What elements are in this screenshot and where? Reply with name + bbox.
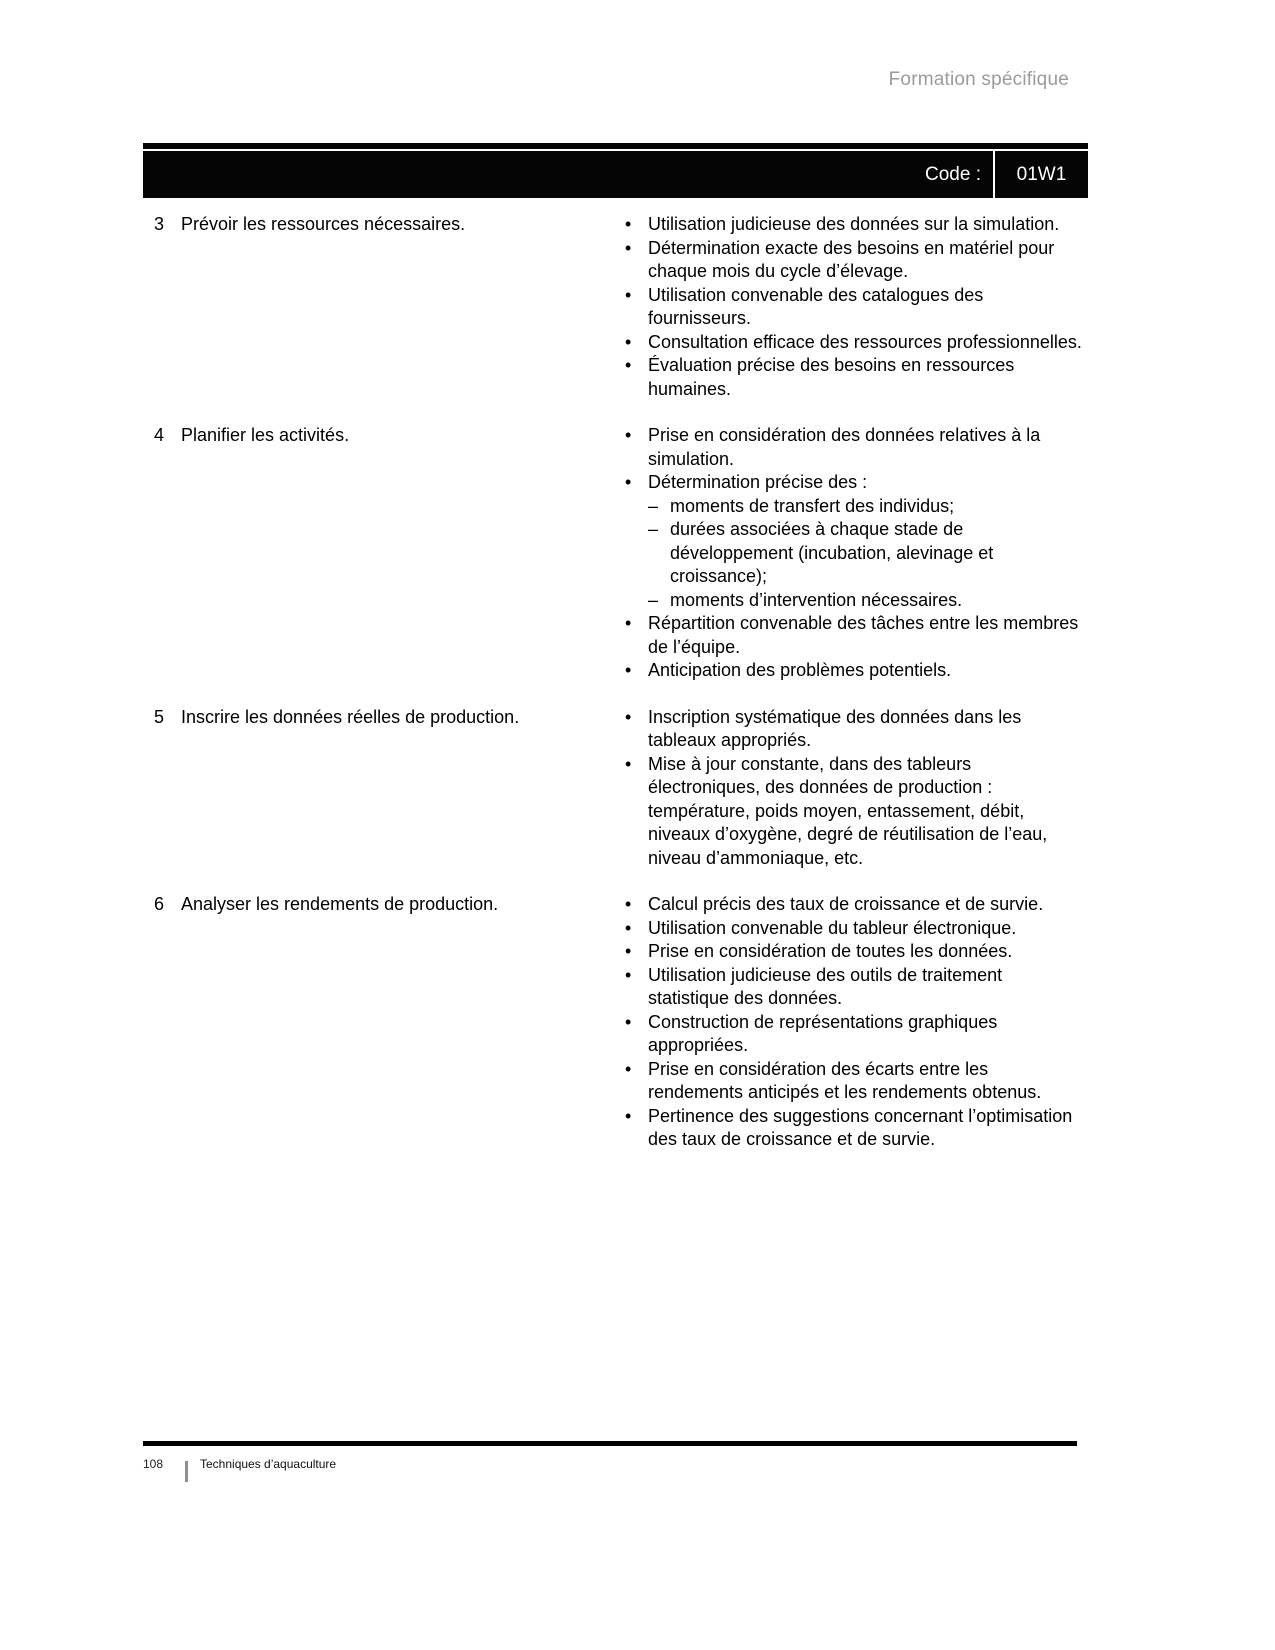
objective-title: Planifier les activités. [181, 425, 350, 445]
footer-divider [185, 1461, 188, 1482]
criterion-text: Détermination précise des : [648, 472, 868, 492]
criterion-text: Prise en considération des données relatives à la simulation. [648, 425, 1041, 469]
objective-row [143, 893, 1088, 1152]
bullet-marker: • [625, 1058, 632, 1079]
criterion-item [625, 706, 1088, 753]
objective-row [143, 213, 1088, 401]
criteria-list [625, 213, 1088, 401]
bullet-marker: • [625, 706, 632, 727]
bullet-marker: • [625, 425, 632, 445]
objective-title: Inscrire les données réelles de production. [181, 706, 520, 727]
criterion-text: durées associées à chaque stade de développement (incubation, alevinage et croissance); [670, 519, 994, 586]
footer [143, 1456, 336, 1482]
objective-number: 6 [154, 894, 165, 914]
objective-row [143, 706, 1088, 871]
criterion-subitem [625, 518, 1088, 589]
criterion-item [625, 1058, 1088, 1105]
criterion-text: Utilisation judicieuse des données sur la simulation. [648, 214, 1060, 234]
code-value: 01W1 [1016, 163, 1067, 185]
objective [143, 706, 625, 730]
objective-number: 3 [154, 214, 165, 234]
criterion-item [625, 331, 1088, 355]
criterion-item [625, 354, 1088, 401]
criterion-item [625, 213, 1088, 237]
criterion-item [625, 424, 1088, 471]
bullet-marker: • [625, 613, 632, 633]
code-cells [925, 151, 1088, 198]
objective [143, 424, 625, 448]
bullet-marker: • [625, 355, 632, 375]
criterion-item [625, 471, 1088, 495]
dash-marker: – [648, 589, 659, 610]
bullet-marker: • [625, 214, 632, 234]
criterion-item [625, 284, 1088, 331]
criterion-text: Utilisation convenable des catalogues des fournisseurs. [648, 284, 984, 328]
criterion-text: moments de transfert des individus; [670, 495, 955, 516]
dash-marker: – [648, 495, 659, 516]
criterion-text: Évaluation précise des besoins en ressources humaines. [648, 355, 1015, 399]
criterion-text: Utilisation judicieuse des outils de traitement statistique des données. [648, 964, 1003, 1008]
bullet-marker: • [625, 472, 632, 492]
criteria-list [625, 424, 1088, 683]
footer-document-title: Techniques d’aquaculture [200, 1457, 337, 1471]
content-rows [143, 213, 1088, 1175]
bullet-marker: • [625, 753, 632, 774]
criterion-item [625, 1011, 1088, 1058]
footer-rule [143, 1441, 1077, 1446]
objective-number: 5 [154, 706, 165, 727]
criterion-item [625, 964, 1088, 1011]
criterion-item [625, 659, 1088, 683]
objective-number: 4 [154, 425, 165, 445]
objective-row [143, 424, 1088, 683]
criterion-text: Pertinence des suggestions concernant l’optimisation des taux de croissance et de survie. [648, 1105, 1073, 1149]
criterion-item [625, 1105, 1088, 1152]
dash-marker: – [648, 519, 659, 539]
criterion-item [625, 612, 1088, 659]
bullet-marker: • [625, 237, 632, 258]
objective [143, 213, 625, 237]
criterion-item [625, 917, 1088, 941]
bullet-marker: • [625, 894, 632, 914]
criterion-text: Répartition convenable des tâches entre les membres de l’équipe. [648, 613, 1079, 657]
criterion-text: Utilisation convenable du tableur électronique. [648, 917, 1017, 938]
bullet-marker: • [625, 917, 632, 938]
bullet-marker: • [625, 1105, 632, 1126]
criterion-text: Consultation efficace des ressources professionnelles. [648, 331, 1082, 352]
bullet-marker: • [625, 284, 632, 305]
objective [143, 893, 625, 917]
criterion-text: Anticipation des problèmes potentiels. [648, 660, 952, 680]
criterion-item [625, 753, 1088, 871]
criterion-text: Construction de représentations graphiques appropriées. [648, 1011, 998, 1055]
bullet-marker: • [625, 660, 632, 680]
objective-title: Prévoir les ressources nécessaires. [181, 214, 466, 234]
criterion-subitem [625, 589, 1088, 613]
code-bar [143, 143, 1088, 198]
code-label: Code : [925, 163, 981, 185]
criterion-text: Prise en considération des écarts entre les rendements anticipés et les rendements obtenus. [648, 1058, 1042, 1102]
criterion-item [625, 893, 1088, 917]
criteria-list [625, 893, 1088, 1152]
criterion-text: moments d’intervention nécessaires. [670, 589, 963, 610]
criterion-subitem [625, 495, 1088, 519]
criterion-item [625, 237, 1088, 284]
bullet-marker: • [625, 941, 632, 961]
criterion-item [625, 940, 1088, 964]
objective-title: Analyser les rendements de production. [181, 894, 499, 914]
criterion-text: Inscription systématique des données dans les tableaux appropriés. [648, 706, 1022, 750]
criterion-text: Calcul précis des taux de croissance et de survie. [648, 894, 1044, 914]
criterion-text: Prise en considération de toutes les données. [648, 941, 1013, 961]
criteria-list [625, 706, 1088, 871]
bullet-marker: • [625, 1011, 632, 1032]
criterion-text: Détermination exacte des besoins en matériel pour chaque mois du cycle d’élevage. [648, 237, 1055, 281]
section-header: Formation spécifique [888, 69, 1069, 90]
bullet-marker: • [625, 331, 632, 352]
page-number: 108 [143, 1457, 164, 1471]
bullet-marker: • [625, 964, 632, 985]
criterion-text: Mise à jour constante, dans des tableurs électroniques, des données de production : température, poids moyen, entassement, débit, niveaux d’oxygène, degré de réutilisation de l’eau, niveau d’ammoniaque, etc. [648, 753, 1048, 868]
